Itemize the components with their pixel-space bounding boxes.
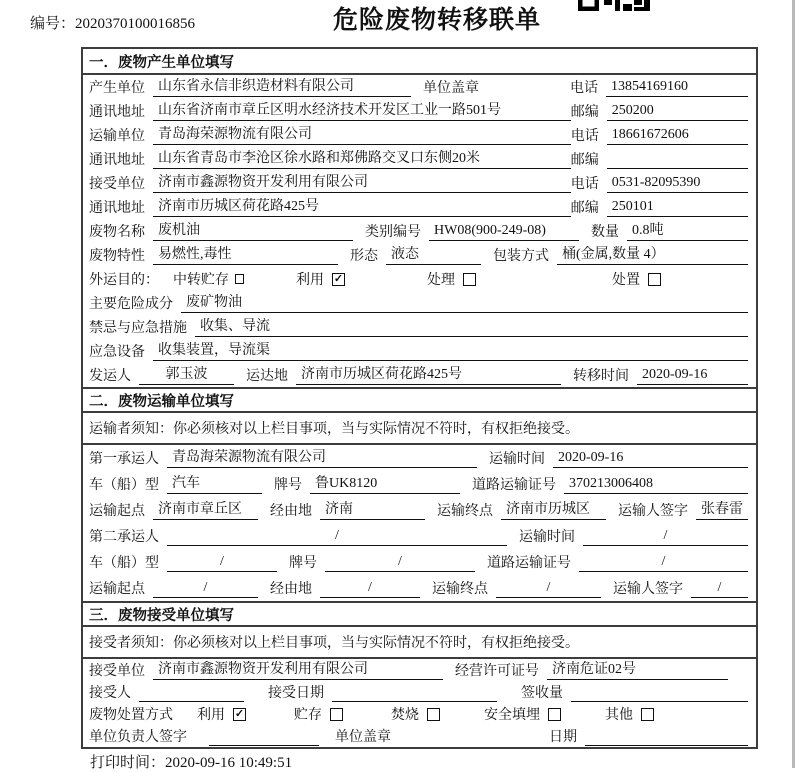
transporter-sign-value: 张春雷 xyxy=(696,501,748,520)
receiver-person-label: 接受人 xyxy=(89,686,131,701)
waste-name-label: 废物名称 xyxy=(89,225,145,240)
checkbox-dispose xyxy=(648,273,661,286)
date-value xyxy=(585,727,748,746)
receive-phone-value: 0531-82095390 xyxy=(607,174,748,193)
route2-end-value: / xyxy=(496,579,601,598)
checkbox-use-checked: ✓ xyxy=(333,272,344,285)
waste-property-value: 易燃性,毒性 xyxy=(153,246,338,265)
waste-name-row xyxy=(83,219,756,243)
transport-time2-label: 运输时间 xyxy=(519,530,575,545)
option-label: 利用 xyxy=(296,273,324,288)
waste-name-value: 废机油 xyxy=(153,222,353,241)
route-end-label: 运输终点 xyxy=(437,504,493,519)
page-edge-divider xyxy=(792,0,795,768)
route-start-label: 运输起点 xyxy=(89,504,145,519)
checkbox-disposal-other xyxy=(641,708,654,721)
shipper-row xyxy=(83,363,756,387)
emergency-measures-label: 禁忌与应急措施 xyxy=(89,321,187,336)
responsible-sign-value xyxy=(209,727,319,746)
receive-unit-label: 接受单位 xyxy=(89,177,145,192)
emergency-measures-value: 收集、导流 xyxy=(195,318,748,337)
waste-form-label: 形态 xyxy=(350,249,378,264)
transfer-time-label: 转移时间 xyxy=(573,369,629,384)
emergency-equipment-row xyxy=(83,339,756,363)
transport-time-value: 2020-09-16 xyxy=(553,449,748,468)
transport-unit-row xyxy=(83,123,756,147)
transport-address-row xyxy=(83,147,756,171)
receive-unit-row xyxy=(83,171,756,195)
receive-phone-label: 电话 xyxy=(570,177,599,192)
receive-address-row xyxy=(83,195,756,219)
emergency-equipment-value: 收集装置，导流渠 xyxy=(153,342,748,361)
license-label: 经营许可证号 xyxy=(455,664,539,679)
section1-title: 一．废物产生单位填写 xyxy=(83,49,756,75)
vehicle-type-label: 车（船）型 xyxy=(89,478,159,493)
transporter-sign2-value: / xyxy=(691,579,748,598)
shipper-value: 郭玉波 xyxy=(139,366,234,385)
purpose-option-use xyxy=(296,269,345,289)
receive-address-label: 通讯地址 xyxy=(89,201,145,216)
print-time xyxy=(90,751,292,772)
receive-unit-value: 济南市鑫源物资开发利用有限公司 xyxy=(153,174,571,193)
route-end-value: 济南市历城区 xyxy=(501,501,606,520)
route2-start-value: / xyxy=(153,579,258,598)
vehicle-type2-label: 车（船）型 xyxy=(89,556,159,571)
plate-value: 鲁UK8120 xyxy=(310,475,460,494)
section2-body xyxy=(83,445,756,601)
disposal-option-landfill xyxy=(484,704,561,724)
disposal-method-row xyxy=(83,703,756,725)
generator-address-row xyxy=(83,99,756,123)
second-carrier-row xyxy=(83,523,756,549)
vehicle-type-value: 汽车 xyxy=(167,475,262,494)
emergency-measures-row xyxy=(83,315,756,339)
receiver-unit-row xyxy=(83,659,756,681)
packing-label: 包装方式 xyxy=(493,249,549,264)
receive-date-label: 接受日期 xyxy=(268,686,324,701)
transport-unit-value: 青岛海荣源物流有限公司 xyxy=(153,126,571,145)
purpose-option-dispose xyxy=(612,269,661,289)
waste-qty-value: 0.8吨 xyxy=(627,222,748,241)
waste-form-value: 液态 xyxy=(386,246,481,265)
waste-category-label: 类别编号 xyxy=(365,225,421,240)
road-permit2-label: 道路运输证号 xyxy=(487,556,571,571)
waste-category-value: HW08(900-249-08) xyxy=(429,222,579,241)
receive-date-value xyxy=(332,683,497,702)
transfer-time-value: 2020-09-16 xyxy=(637,366,748,385)
signed-qty-label: 签收量 xyxy=(521,686,563,701)
hazard-component-label: 主要危险成分 xyxy=(89,297,173,312)
transport-unit-label: 运输单位 xyxy=(89,129,145,144)
route1-row xyxy=(83,497,756,523)
first-carrier-value: 青岛海荣源物流有限公司 xyxy=(167,449,477,468)
license-value: 济南危证02号 xyxy=(547,661,728,680)
responsible-sign-label: 单位负责人签字 xyxy=(89,730,187,745)
waste-property-label: 废物特性 xyxy=(89,249,145,264)
route2-via-label: 经由地 xyxy=(270,582,312,597)
first-carrier-row xyxy=(83,445,756,471)
section1-body xyxy=(83,75,756,387)
section2-title: 二．废物运输单位填写 xyxy=(83,387,756,413)
checkbox-disposal-landfill xyxy=(548,708,561,721)
generator-unit-label: 产生单位 xyxy=(89,81,145,96)
plate2-label: 牌号 xyxy=(289,556,317,571)
manifest-form-table xyxy=(81,47,758,749)
receive-address-value: 济南市历城区荷花路425号 xyxy=(153,198,571,217)
hazard-component-row xyxy=(83,291,756,315)
vehicle-type2-value: / xyxy=(167,553,277,572)
disposal-option-store xyxy=(294,704,343,724)
route2-row xyxy=(83,575,756,601)
plate2-value: / xyxy=(325,553,475,572)
transport-time2-value: / xyxy=(583,527,748,546)
unit-seal-label: 单位盖章 xyxy=(423,81,479,96)
receiver-unit-value: 济南市鑫源物资开发利用有限公司 xyxy=(153,661,443,680)
route-start-value: 济南市章丘区 xyxy=(153,501,258,520)
route2-end-label: 运输终点 xyxy=(432,582,488,597)
generator-unit-value: 山东省永信非织造材料有限公司 xyxy=(153,78,411,97)
disposal-option-other xyxy=(605,704,654,724)
transport-zip-label: 邮编 xyxy=(570,153,599,168)
receiver-person-value xyxy=(139,683,244,702)
checkbox-disposal-store xyxy=(330,708,343,721)
transporter-sign2-label: 运输人签字 xyxy=(613,582,683,597)
road-permit-value: 370213006408 xyxy=(564,475,748,494)
receive-zip-label: 邮编 xyxy=(570,201,599,216)
first-carrier-label: 第一承运人 xyxy=(89,452,159,467)
generator-phone-label: 电话 xyxy=(570,81,598,96)
plate-label: 牌号 xyxy=(274,478,302,493)
transporter-sign-label: 运输人签字 xyxy=(618,504,688,519)
disposal-option-incinerate xyxy=(391,704,440,724)
section2-notice: 运输者须知：你必须核对以上栏目事项，当与实际情况不符时，有权拒绝接受。 xyxy=(83,413,756,445)
option-label: 处置 xyxy=(612,273,640,288)
generator-unit-row xyxy=(83,75,756,99)
route-via-value: 济南 xyxy=(320,501,425,520)
print-time-value: 2020-09-16 10:49:51 xyxy=(165,755,293,771)
transport-address-label: 通讯地址 xyxy=(89,153,145,168)
transport-phone-label: 电话 xyxy=(570,129,599,144)
signed-qty-value xyxy=(571,683,748,702)
section3-title: 三．废物接受单位填写 xyxy=(83,601,756,627)
transport-purpose-label: 外运目的： xyxy=(89,273,159,288)
waste-qty-label: 数量 xyxy=(591,225,619,240)
generator-phone-value: 13854169160 xyxy=(606,78,748,97)
route-via-label: 经由地 xyxy=(270,504,312,519)
shipper-label: 发运人 xyxy=(89,369,131,384)
receiver-person-row xyxy=(83,681,756,703)
option-label: 处理 xyxy=(427,273,455,288)
transport-time-label: 运输时间 xyxy=(489,452,545,467)
option-label: 贮存 xyxy=(294,708,322,723)
destination-label: 运达地 xyxy=(246,369,288,384)
emergency-equipment-label: 应急设备 xyxy=(89,345,145,360)
date-label: 日期 xyxy=(549,730,577,745)
print-time-label: 打印时间： xyxy=(90,755,166,771)
generator-address-label: 通讯地址 xyxy=(89,105,145,120)
packing-value: 桶(金属,数量 4） xyxy=(557,246,748,265)
route2-via-value: / xyxy=(320,579,420,598)
vehicle2-row xyxy=(83,549,756,575)
generator-address-value: 山东省济南市章丘区明水经济技术开发区工业一路501号 xyxy=(153,102,571,121)
waste-property-row xyxy=(83,243,756,267)
generator-zip-label: 邮编 xyxy=(570,105,599,120)
section3-body xyxy=(83,659,756,747)
checkbox-disposal-incinerate xyxy=(427,708,440,721)
purpose-option-transit-storage xyxy=(173,269,244,289)
checkbox-transit-storage xyxy=(235,274,244,284)
checkbox-disposal-use-checked: ✓ xyxy=(234,707,245,720)
hazard-component-value: 废矿物油 xyxy=(181,294,748,313)
disposal-method-label: 废物处置方式 xyxy=(89,708,173,723)
responsible-sign-row xyxy=(83,725,756,747)
transport-zip-value xyxy=(607,150,748,169)
generator-zip-value: 250200 xyxy=(607,102,748,121)
road-permit-label: 道路运输证号 xyxy=(472,478,556,493)
disposal-option-use xyxy=(197,704,246,724)
vehicle1-row xyxy=(83,471,756,497)
qr-code-fragment xyxy=(578,0,652,12)
transport-address-value: 山东省青岛市李沧区徐水路和郑佛路交叉口东侧20米 xyxy=(153,150,571,169)
transport-purpose-row xyxy=(83,267,756,291)
receive-zip-value: 250101 xyxy=(607,198,748,217)
section3-notice: 接受者须知：你必须核对以上栏目事项，当与实际情况不符时，有权拒绝接受。 xyxy=(83,627,756,659)
route2-start-label: 运输起点 xyxy=(89,582,145,597)
receiver-unit-label: 接受单位 xyxy=(89,664,145,679)
purpose-option-treat xyxy=(427,269,476,289)
checkbox-treat xyxy=(463,273,476,286)
transport-phone-value: 18661672606 xyxy=(607,126,748,145)
option-label: 利用 xyxy=(197,708,225,723)
road-permit2-value: / xyxy=(579,553,748,572)
document-number-label: 编号： xyxy=(30,16,76,32)
option-label: 中转贮存 xyxy=(173,273,229,288)
document-number-value: 2020370100016856 xyxy=(75,16,196,32)
unit-seal2-label: 单位盖章 xyxy=(335,730,391,745)
option-label: 安全填埋 xyxy=(484,708,540,723)
destination-value: 济南市历城区荷花路425号 xyxy=(296,366,561,385)
second-carrier-label: 第二承运人 xyxy=(89,530,159,545)
option-label: 其他 xyxy=(605,708,633,723)
second-carrier-value: / xyxy=(167,527,507,546)
option-label: 焚烧 xyxy=(391,708,419,723)
page-title: 危险废物转移联单 xyxy=(332,6,541,34)
